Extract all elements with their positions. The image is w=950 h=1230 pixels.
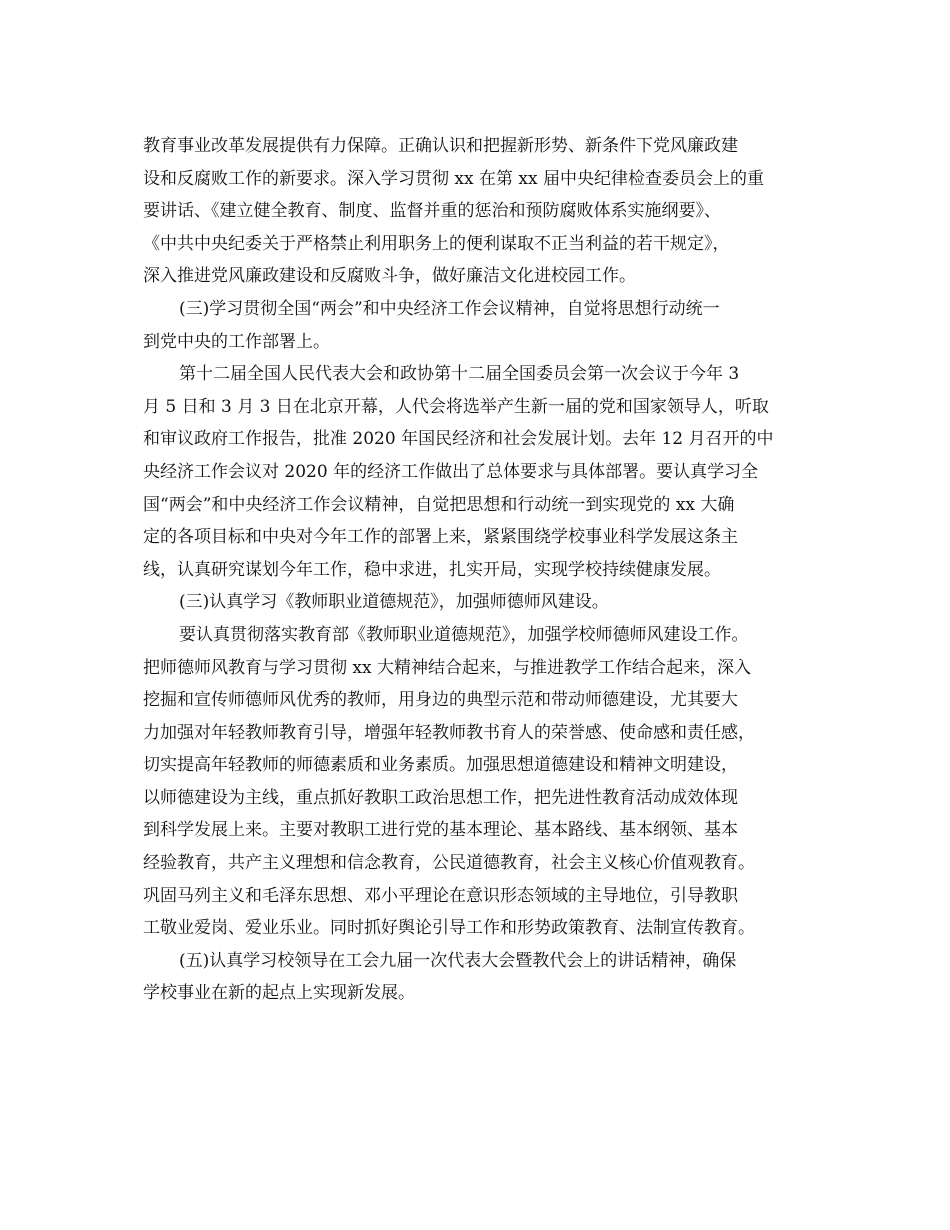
text-line: 国“两会”和中央经济工作会议精神，自觉把思想和行动统一到实现党的 xx 大确: [143, 494, 735, 515]
text-line: 深入推进党风廉政建设和反腐败斗争，做好廉洁文化进校园工作。: [143, 266, 636, 287]
text-line: 切实提高年轻教师的师德素质和业务素质。加强思想道德建设和精神文明建设，: [143, 755, 738, 776]
section-heading-line: (三)学习贯彻全国“两会”和中央经济工作会议精神，自觉将思想行动统一: [179, 298, 720, 319]
text-line: 经验教育，共产主义理想和信念教育，公民道德教育，社会主义核心价值观教育。: [143, 853, 755, 874]
text-line: 以师德建设为主线，重点抓好教职工政治思想工作，把先进性教育活动成效体现: [143, 787, 738, 808]
text-line: 线，认真研究谋划今年工作，稳中求进，扎实开局，实现学校持续健康发展。: [143, 559, 721, 580]
text-line: 《中共中央纪委关于严格禁止利用职务上的便利谋取不正当利益的若干规定》，: [143, 233, 730, 254]
text-line: 央经济工作会议对 2020 年的经济工作做出了总体要求与具体部署。要认真学习全: [143, 461, 759, 482]
text-line: 挖掘和宣传师德师风优秀的教师，用身边的典型示范和带动师德建设，尤其要大: [143, 690, 738, 711]
section-heading-line: 到党中央的工作部署上。: [143, 331, 330, 352]
text-line: 要讲话、《建立健全教育、制度、监督并重的惩治和预防腐败体系实施纲要》、: [143, 201, 721, 222]
section-heading-line: 学校事业在新的起点上实现新发展。: [143, 983, 415, 1004]
text-line: 工敬业爱岗、爱业乐业。同时抓好舆论引导工作和形势政策教育、法制宣传教育。: [143, 918, 755, 939]
text-line: 设和反腐败工作的新要求。深入学习贯彻 xx 在第 xx 届中央纪律检查委员会上的重: [143, 168, 764, 189]
document-body: [143, 130, 805, 1010]
text-line: 教育事业改革发展提供有力保障。正确认识和把握新形势、新条件下党风廉政建: [143, 136, 738, 156]
text-line: 月 5 日和 3 月 3 日在北京开幕，人代会将选举产生新一届的党和国家领导人，听取: [143, 396, 769, 417]
text-line: 力加强对年轻教师教育引导，增强年轻教师教书育人的荣誉感、使命感和责任感，: [143, 722, 755, 743]
text-line: 和审议政府工作报告，批准 2020 年国民经济和社会发展计划。去年 12 月召开的中: [143, 429, 774, 450]
text-line: 到科学发展上来。主要对教职工进行党的基本理论、基本路线、基本纲领、基本: [143, 820, 738, 841]
text-line: 巩固马列主义和毛泽东思想、邓小平理论在意识形态领域的主导地位，引导教职: [143, 885, 738, 906]
text-line: 第十二届全国人民代表大会和政协第十二届全国委员会第一次会议于今年 3: [179, 364, 740, 385]
text-line: 定的各项目标和中央对今年工作的部署上来，紧紧围绕学校事业科学发展这条主: [143, 527, 738, 548]
section-heading-line: (五)认真学习校领导在工会九届一次代表大会暨教代会上的讲话精神，确保: [179, 950, 737, 971]
text-line: 要认真贯彻落实教育部《教师职业道德规范》，加强学校师德师风建设工作。: [179, 624, 749, 645]
text-line: 把师德师风教育与学习贯彻 xx 大精神结合起来，与推进教学工作结合起来，深入: [143, 657, 751, 678]
section-heading-line: (三)认真学习《教师职业道德规范》，加强师德师风建设。: [179, 592, 609, 613]
